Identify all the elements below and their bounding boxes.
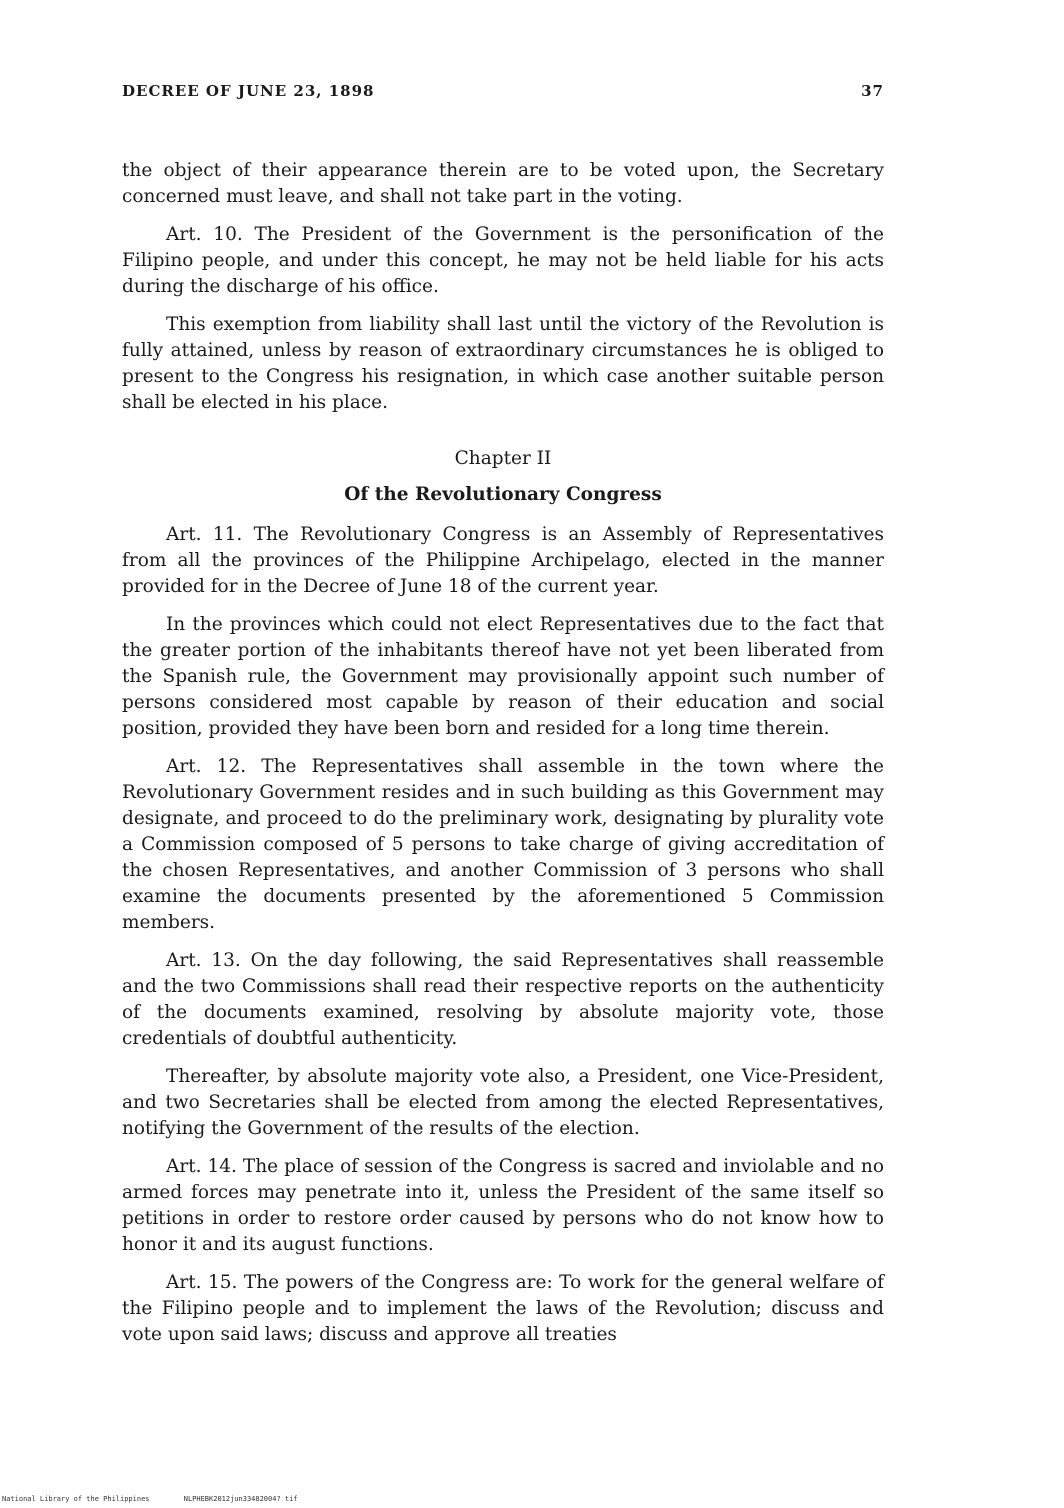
page-header bbox=[122, 82, 884, 112]
chapter-heading: Chapter II bbox=[454, 448, 552, 469]
running-title: DECREE OF JUNE 23, 1898 bbox=[122, 82, 375, 100]
paragraph-art-13: Art. 13. On the day following, the said Representatives shall reassemble and the two Commissions shall read their respective reports on the authenticity of the documents examined, resolving by absolute majority vote, those credentials of doubtful authenticity. bbox=[122, 950, 884, 1049]
paragraph-art-14: Art. 14. The place of session of the Congress is sacred and inviolable and no armed forces may penetrate into it, unless the President of the same itself so petitions in order to restore order caused by persons who do not know how to honor it and its august functions. bbox=[122, 1156, 884, 1255]
paragraph-art-10: Art. 10. The President of the Government is the personification of the Filipino people, and under this concept, he may not be held liable for his acts during the discharge of his office. bbox=[122, 224, 884, 297]
scan-footer bbox=[2, 1495, 328, 1503]
paragraph-art-15: Art. 15. The powers of the Congress are: To work for the general welfare of the Filipino people and to implement the laws of the Revolution; discuss and vote upon said laws; discuss and approve all treaties bbox=[122, 1272, 884, 1345]
chapter-title: Of the Revolutionary Congress bbox=[344, 484, 662, 505]
paragraph: Thereafter, by absolute majority vote also, a President, one Vice-President, and two Secretaries shall be elected from among the elected Representatives, notifying the Government of the results of the election. bbox=[122, 1066, 884, 1139]
body-text bbox=[122, 158, 884, 1360]
footer-library: National Library of the Philippines bbox=[2, 1495, 150, 1503]
paragraph: This exemption from liability shall last until the victory of the Revolution is fully attained, unless by reason of extraordinary circumstances he is obliged to present to the Congress his resignation, in which case another suitable person shall be elected in his place. bbox=[122, 314, 884, 413]
page-number: 37 bbox=[861, 82, 884, 100]
paragraph: In the provinces which could not elect Representatives due to the fact that the greater portion of the inhabitants thereof have not yet been liberated from the Spanish rule, the Government may provisionally appoint such number of persons considered most capable by reason of their education and social position, provided they have been born and resided for a long time therein. bbox=[122, 614, 884, 739]
paragraph-art-11: Art. 11. The Revolutionary Congress is an Assembly of Representatives from all the provinces of the Philippine Archipelago, elected in the manner provided for in the Decree of June 18 of the current year. bbox=[122, 524, 884, 597]
footer-file-id: NLPHEBK2012jun33482004? tif bbox=[183, 1495, 298, 1503]
paragraph-art-12: Art. 12. The Representatives shall assemble in the town where the Revolutionary Government resides and in such building as this Government may designate, and proceed to do the preliminary work, designating by plurality vote a Commission composed of 5 persons to take charge of giving accreditation of the chosen Representatives, and another Commission of 3 persons who shall examine the documents presented by the aforementioned 5 Commission members. bbox=[122, 756, 884, 933]
paragraph: the object of their appearance therein are to be voted upon, the Secretary concerned must leave, and shall not take part in the voting. bbox=[122, 160, 884, 207]
